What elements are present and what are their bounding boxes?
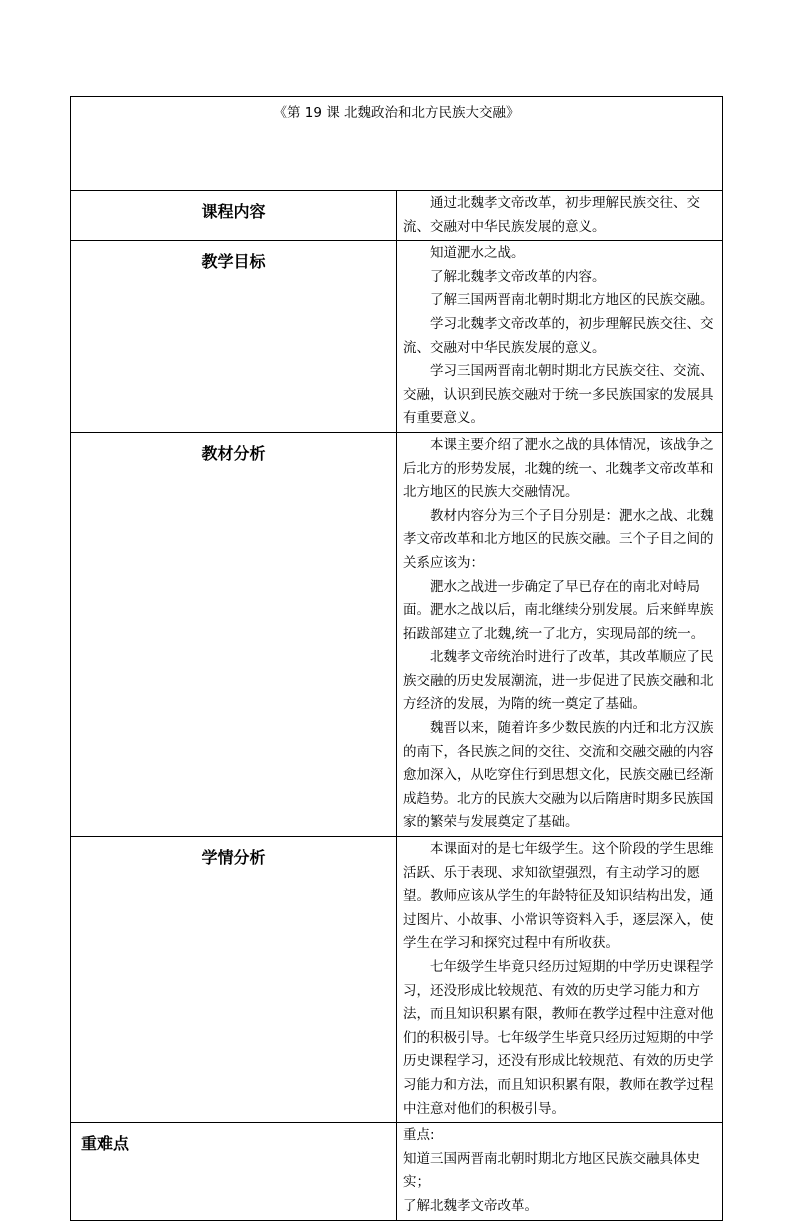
content-textbook-analysis (397, 432, 723, 836)
text-line: 重点: (403, 1127, 435, 1144)
title-row (71, 97, 723, 191)
label-key-points: 重难点 (71, 1123, 397, 1220)
content-teaching-goals (397, 241, 723, 433)
label-student-analysis: 学情分析 (71, 837, 397, 1123)
lesson-title: 《第 19 课 北魏政治和北方民族大交融》 (71, 97, 723, 191)
content-student-analysis (397, 837, 723, 1123)
row-teaching-goals (71, 241, 723, 433)
content-key-points (397, 1123, 723, 1220)
label-course-content: 课程内容 (71, 191, 397, 241)
paragraph: 了解三国两晋南北朝时期北方地区的民族交融。 (430, 292, 714, 309)
row-student-analysis (71, 837, 723, 1123)
row-textbook-analysis (71, 432, 723, 836)
paragraph: 学习三国两晋南北朝时期北方民族交往、交流、交融，认识到民族交融对于统一多民族国家的发展具有重要意义。 (403, 363, 714, 427)
paragraph: 了解北魏孝文帝改革的内容。 (430, 268, 606, 285)
label-teaching-goals: 教学目标 (71, 241, 397, 433)
paragraph: 北魏孝文帝统治时进行了改革，其改革顺应了民族交融的历史发展潮流，进一步促进了民族交融和北方经济的发展，为隋的统一奠定了基础。 (403, 649, 714, 713)
row-key-points (71, 1123, 723, 1220)
paragraph: 通过北魏孝文帝改革，初步理解民族交往、交流、交融对中华民族发展的意义。 (403, 195, 700, 235)
paragraph: 本课面对的是七年级学生。这个阶段的学生思维活跃、乐于表现、求知欲望强烈，有主动学习的愿望。教师应该从学生的年龄特征及知识结构出发，通过图片、小故事、小常识等资料入手，逐层深入，使学生在学习和探究过程中有所收获。 (403, 841, 714, 952)
text-line: 了解北魏孝文帝改革。 (403, 1197, 538, 1214)
text-line: 知道三国两晋南北朝时期北方地区民族交融具体史实； (403, 1150, 700, 1191)
content-course-content (397, 191, 723, 241)
paragraph: 学习北魏孝文帝改革的，初步理解民族交往、交流、交融对中华民族发展的意义。 (403, 315, 714, 356)
paragraph: 七年级学生毕竟只经历过短期的中学历史课程学习，还没形成比较规范、有效的历史学习能力和方法，而且知识积累有限，教师在教学过程中注意对他们的积极引导。七年级学生毕竟只经历过短期的中学历史课程学习，还没有形成比较规范、有效的历史学习能力和方法，而且知识积累有限，教师在教学过程中注意对他们的积极引导。 (403, 959, 714, 1117)
paragraph: 魏晋以来，随着许多少数民族的内迁和北方汉族的南下，各民族之间的交往、交流和交融交融的内容愈加深入，从吃穿住行到思想文化，民族交融已经渐成趋势。北方的民族大交融为以后隋唐时期多民族国家的繁荣与发展奠定了基础。 (403, 720, 714, 831)
paragraph: 本课主要介绍了淝水之战的具体情况，该战争之后北方的形势发展，北魏的统一、北魏孝文帝改革和北方地区的民族大交融情况。 (403, 436, 714, 501)
label-textbook-analysis: 教材分析 (71, 432, 397, 836)
paragraph: 知道淝水之战。 (430, 245, 525, 262)
row-course-content (71, 191, 723, 241)
paragraph: 教材内容分为三个子目分别是：淝水之战、北魏孝文帝改革和北方地区的民族交融。三个子目之间的关系应该为： (403, 507, 714, 571)
lesson-plan-table (70, 96, 723, 1221)
paragraph: 淝水之战进一步确定了早已存在的南北对峙局面。淝水之战以后，南北继续分别发展。后来鲜卑族拓跋部建立了北魏,统一了北方，实现局部的统一。 (403, 578, 714, 642)
